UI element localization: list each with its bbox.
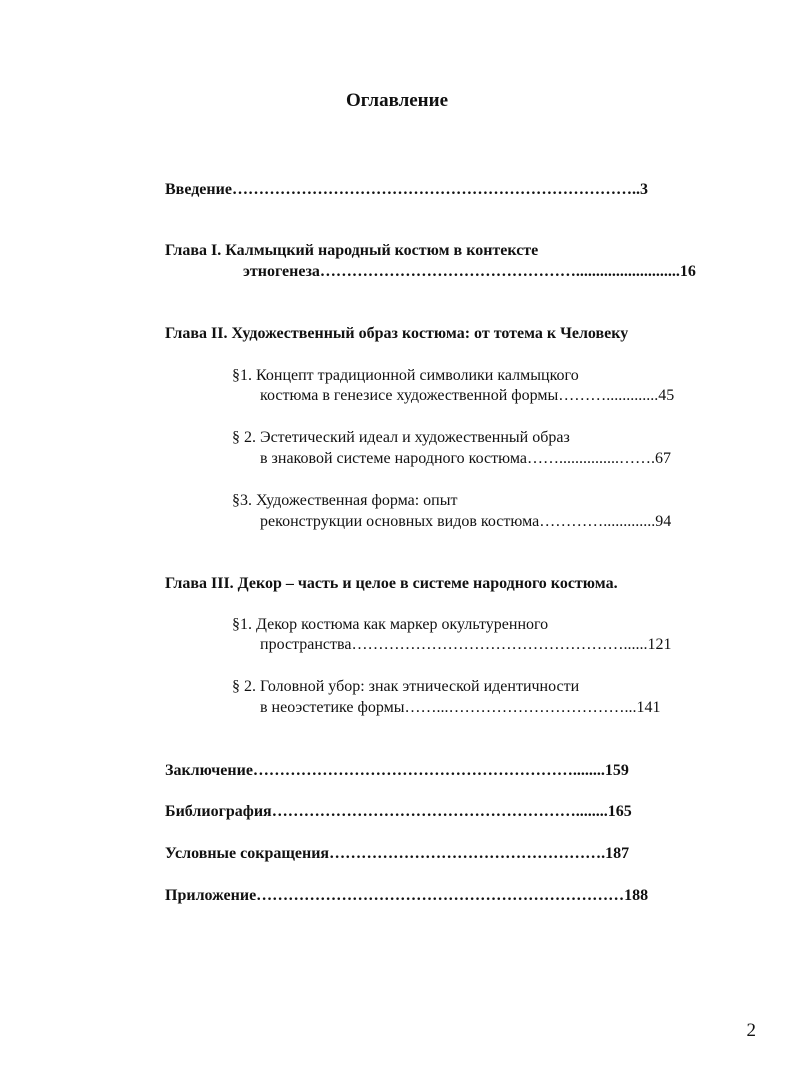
page-number: 2: [746, 1020, 756, 1041]
toc-section-2-2-page: в знаковой системе народного костюма……...............…….67: [260, 450, 671, 467]
toc-chapter-2-heading: Глава II. Художественный образ костюма: от тотема к Человеку: [165, 325, 629, 342]
toc-section-3-1-title: §1. Декор костюма как маркер окультуренного: [232, 616, 549, 633]
page-title: Оглавление: [345, 90, 449, 111]
toc-section-2-1-title: §1. Концепт традиционной символики калмыцкого: [232, 367, 579, 384]
toc-section-3-2-title: § 2. Головной убор: знак этнической идентичности: [232, 678, 580, 695]
toc-chapter-1-page: этногенеза…………………………………………..........................16: [243, 263, 696, 280]
toc-chapter-3-heading: Глава III. Декор – часть и целое в системе народного костюма.: [165, 575, 618, 592]
toc-section-3-2-page: в неоэстетике формы……...……………………………...141: [260, 699, 661, 716]
toc-entry-bibliography: Библиография…………………………………………………........165: [165, 803, 632, 820]
toc-section-2-1-page: костюма в генезисе художественной формы……….............45: [260, 387, 675, 404]
toc-entry-appendix: Приложение……………………………………………………………188: [165, 887, 649, 904]
toc-entry-introduction: Введение…………………………………………………………………..3: [165, 181, 648, 198]
toc-section-3-1-page: пространства……………………………………………......121: [260, 636, 672, 653]
toc-section-2-3-title: §3. Художественная форма: опыт: [232, 492, 458, 509]
toc-section-2-2-title: § 2. Эстетический идеал и художественный образ: [232, 429, 570, 446]
toc-entry-abbreviations: Условные сокращения…………………………………………….187: [165, 845, 630, 862]
toc-section-2-3-page: реконструкции основных видов костюма………….............94: [260, 513, 672, 530]
toc-entry-conclusion: Заключение……………………………………………………........159: [165, 762, 629, 779]
toc-chapter-1-title: Глава I. Калмыцкий народный костюм в контексте: [165, 242, 539, 259]
